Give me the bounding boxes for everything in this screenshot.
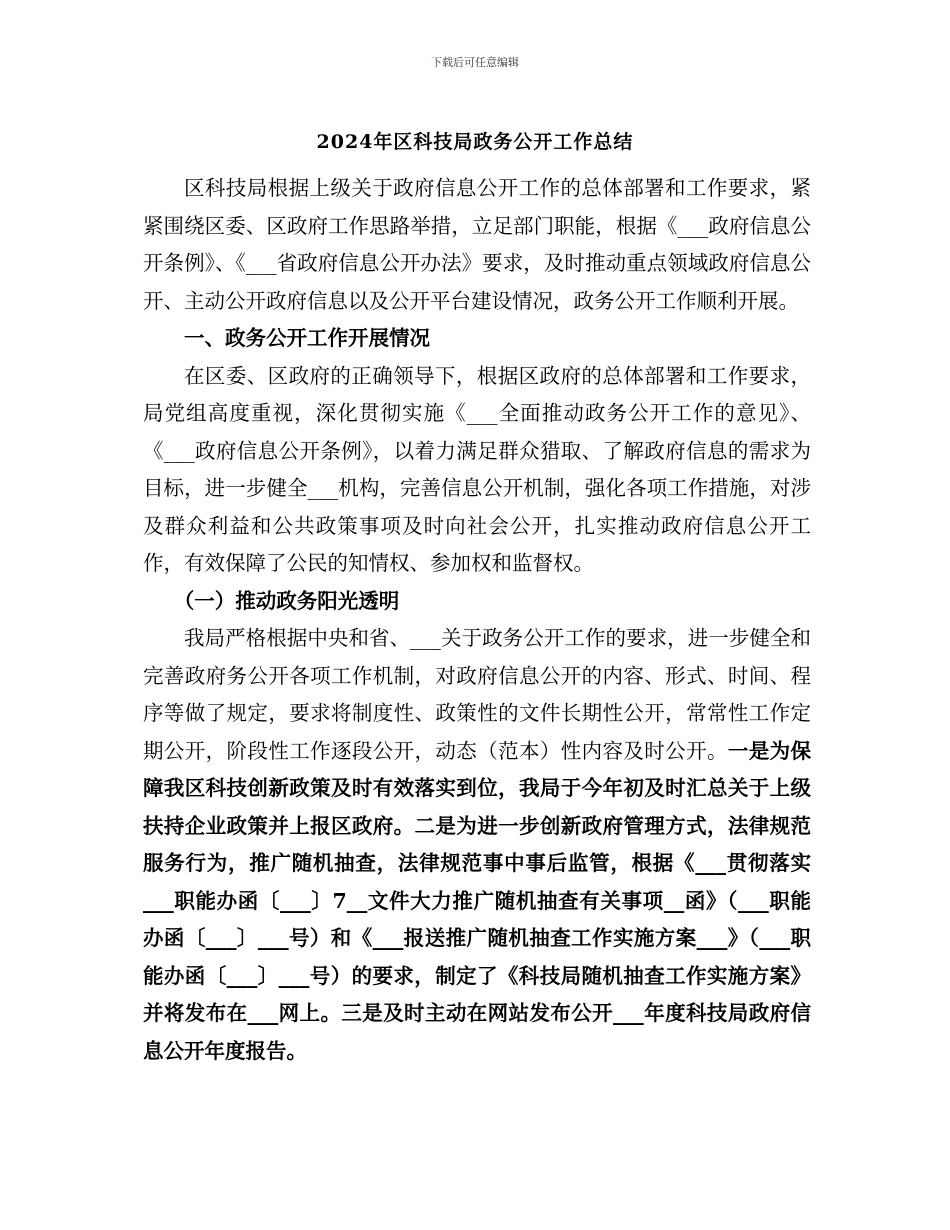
document-body	[143, 170, 811, 1070]
intro-paragraph: 区科技局根据上级关于政府信息公开工作的总体部署和工作要求，紧紧围绕区委、区政府工作思路举措，立足部门职能，根据《___政府信息公开条例》、《___省政府信息公开办法》要求，及时推动重点领域政府信息公开、主动公开政府信息以及公开平台建设情况，政务公开工作顺利开展。	[143, 176, 811, 313]
subsection-1-bold-text: 一是为保障我区科技创新政策及时有效落实到位，我局于今年初及时汇总关于上级扶持企业政策并上报区政府。二是为进一步创新政府管理方式，法律规范服务行为，推广随机抽查，法律规范事中事后监管，根据《___贯彻落实___职能办函〔___〕7__文件大力推广随机抽查有关事项__函》（___职能办函〔___〕___号）和《___报送推广随机抽查工作实施方案___》（___职能办函〔___〕___号）的要求，制定了《科技局随机抽查工作实施方案》并将发布在___网上。三是及时主动在网站发布公开___年度科技局政府信息公开年度报告。	[143, 738, 812, 1063]
subsection-1-text: 我局严格根据中央和省、___关于政务公开工作的要求，进一步健全和完善政府务公开各项工作机制，对政府信息公开的内容、形式、时间、程序等做了规定，要求将制度性、政策性的文件长期性公开，常常性工作定期公开，阶段性工作逐段公开，动态（范本）性内容及时公开。	[143, 626, 811, 763]
subsection-heading-1: （一）推动政务阳光透明	[173, 588, 400, 613]
subsection-1-paragraph	[143, 620, 811, 1070]
section-1-paragraph: 在区委、区政府的正确领导下，根据区政府的总体部署和工作要求，局党组高度重视，深化贯彻实施《___全面推动政务公开工作的意见》、《___政府信息公开条例》，以着力满足群众猎取、了解政府信息的需求为目标，进一步健全___机构，完善信息公开机制，强化各项工作措施，对涉及群众利益和公共政策事项及时向社会公开，扎实推动政府信息公开工作，有效保障了公民的知情权、参加权和监督权。	[143, 363, 811, 575]
header-note: 下载后可任意编辑	[431, 56, 519, 69]
section-heading-1: 一、政务公开工作开展情况	[184, 326, 430, 350]
document-title: 2024年区科技局政务公开工作总结	[316, 131, 634, 153]
